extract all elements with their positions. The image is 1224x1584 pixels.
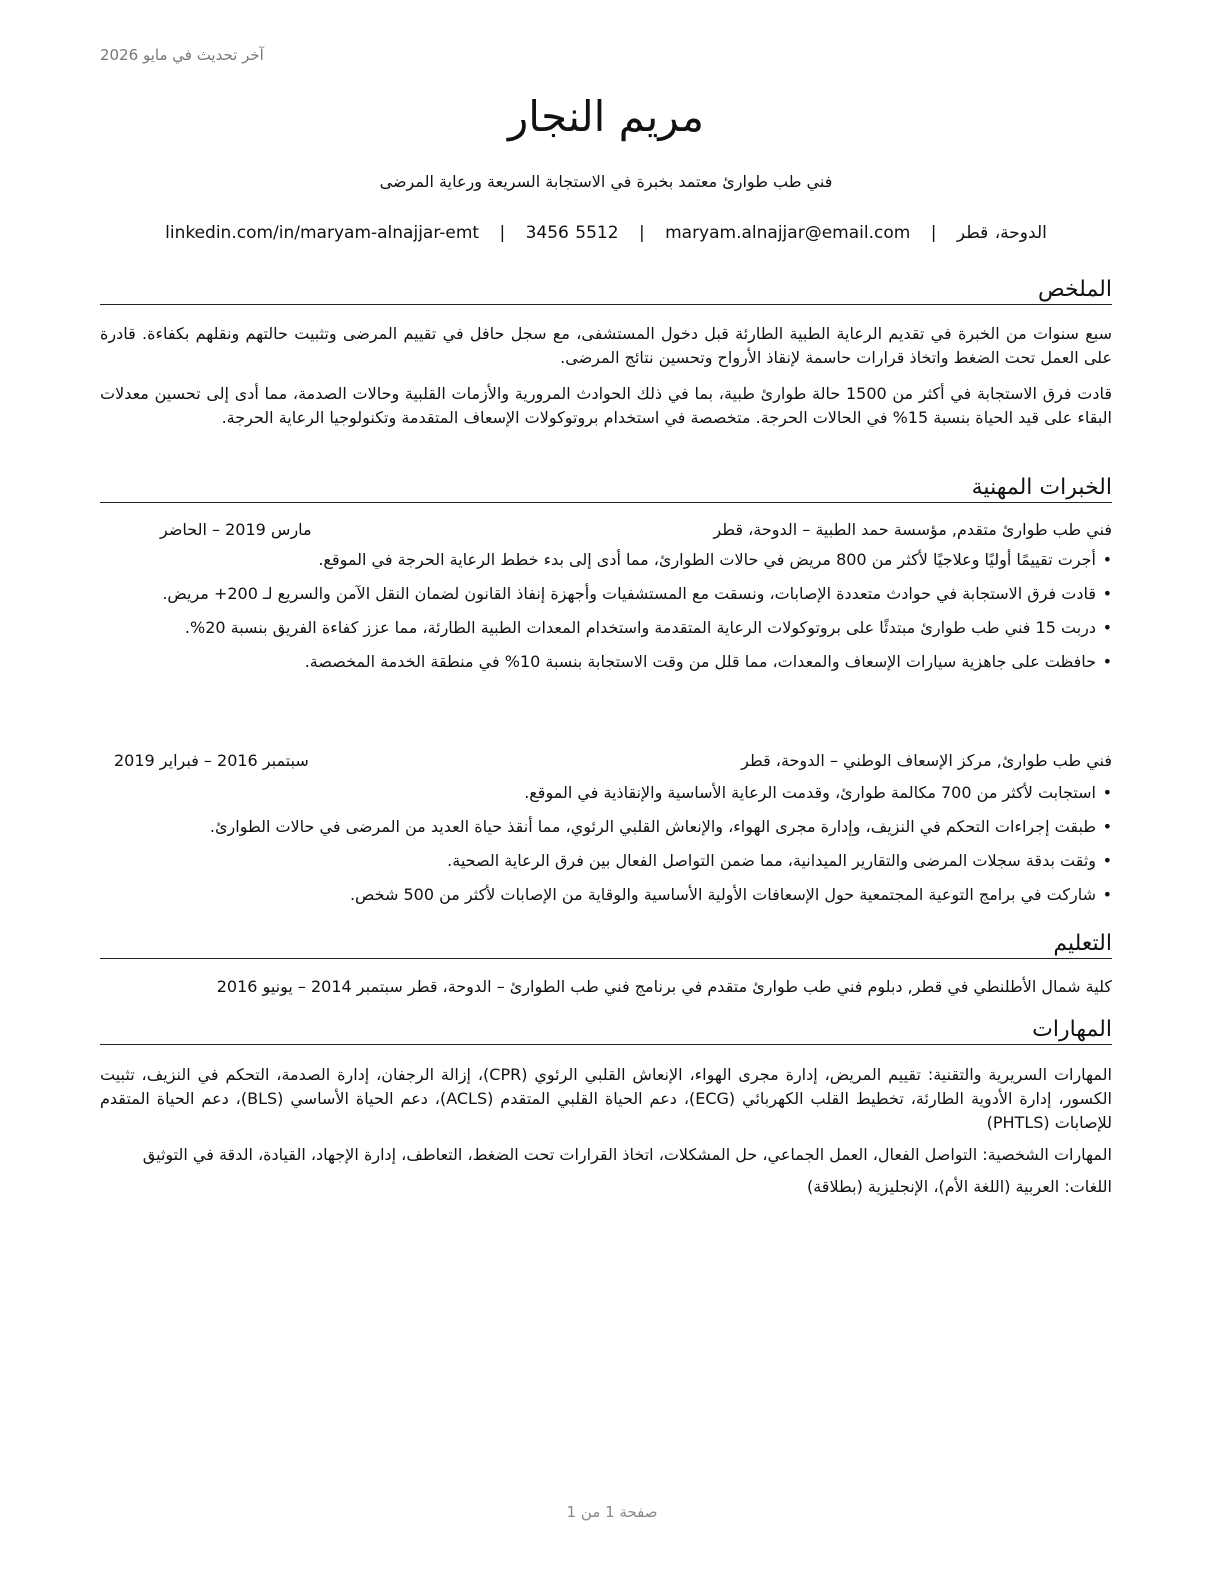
- skills-languages: اللغات: العربية (اللغة الأم)، الإنجليزية (بطلاقة): [806, 1177, 1112, 1196]
- skills-soft: المهارات الشخصية: التواصل الفعال، العمل الجماعي، حل المشكلات، اتخاذ القرارات تحت الضغط، التعاطف، إدارة الإجهاد، القيادة، الدقة في التوثيق: [142, 1145, 1112, 1164]
- section-title-education: التعليم: [100, 931, 1112, 959]
- job-dates: مارس 2019 – الحاضر: [160, 520, 312, 539]
- section-title-experience: الخبرات المهنية: [100, 475, 1112, 503]
- list-item: • قادت فرق الاستجابة في حوادث متعددة الإصابات، ونسقت مع المستشفيات وأجهزة إنفاذ القانون لضمان النقل الآمن والسريع لـ 200+ مريض.: [100, 582, 1112, 606]
- contact-linkedin[interactable]: linkedin.com/in/maryam-alnajjar-emt: [165, 223, 480, 243]
- job-bullets: [100, 548, 1112, 684]
- page-number: صفحة 1 من 1: [566, 1503, 658, 1521]
- section-title-summary: الملخص: [100, 277, 1112, 305]
- last-updated-note: آخر تحديث في مايو 2026: [100, 46, 264, 64]
- job-dates: سبتمبر 2016 – فبراير 2019: [114, 751, 309, 770]
- contact-phone[interactable]: 3456 5512: [525, 223, 619, 243]
- candidate-tagline: فني طب طوارئ معتمد بخبرة في الاستجابة السريعة ورعاية المرضى: [379, 172, 833, 191]
- list-item: • شاركت في برامج التوعية المجتمعية حول الإسعافات الأولية الأساسية والوقاية من الإصابات لأكثر من 500 شخص.: [100, 883, 1112, 907]
- contact-separator: |: [499, 223, 506, 243]
- job-header: [100, 751, 1112, 773]
- list-item: • طبقت إجراءات التحكم في النزيف، وإدارة مجرى الهواء، والإنعاش القلبي الرئوي، مما أنقذ حياة العديد من المرضى في حالات الطوارئ.: [100, 815, 1112, 839]
- list-item: • أجرت تقييمًا أوليًا وعلاجيًا لأكثر من 800 مريض في حالات الطوارئ، مما أدى إلى بدء خطط الرعاية الحرجة في الموقع.: [100, 548, 1112, 572]
- job-header: [100, 520, 1112, 542]
- education-entry: كلية شمال الأطلنطي في قطر, دبلوم فني طب طوارئ متقدم في برنامج فني طب الطوارئ – الدوحة، قطر سبتمبر 2014 – يونيو 2016: [216, 977, 1112, 996]
- contact-separator: |: [930, 223, 937, 243]
- job-bullets: [100, 781, 1112, 917]
- job-title: فني طب طوارئ, مركز الإسعاف الوطني – الدوحة، قطر: [741, 751, 1112, 770]
- job-title: فني طب طوارئ متقدم, مؤسسة حمد الطبية – الدوحة، قطر: [713, 520, 1112, 539]
- list-item: • استجابت لأكثر من 700 مكالمة طوارئ، وقدمت الرعاية الأساسية والإنقاذية في الموقع.: [100, 781, 1112, 805]
- candidate-name: مريم النجار: [508, 92, 704, 141]
- contact-email[interactable]: maryam.alnajjar@email.com: [665, 223, 911, 243]
- list-item: • دربت 15 فني طب طوارئ مبتدئًا على بروتوكولات الرعاية المتقدمة واستخدام المعدات الطبية الطارئة، مما عزز كفاءة الفريق بنسبة 20%.: [100, 616, 1112, 640]
- list-item: • حافظت على جاهزية سيارات الإسعاف والمعدات، مما قلل من وقت الاستجابة بنسبة 10% في منطقة الخدمة المخصصة.: [100, 650, 1112, 674]
- list-item: • وثقت بدقة سجلات المرضى والتقارير الميدانية، مما ضمن التواصل الفعال بين فرق الرعاية الصحية.: [100, 849, 1112, 873]
- contact-separator: |: [638, 223, 645, 243]
- contact-location: الدوحة، قطر: [956, 223, 1047, 243]
- resume-page: [100, 0, 1112, 1584]
- section-title-skills: المهارات: [100, 1017, 1112, 1045]
- skills-block: [100, 1063, 1112, 1207]
- summary-paragraph: سبع سنوات من الخبرة في تقديم الرعاية الطبية الطارئة قبل دخول المستشفى، مع سجل حافل في تقييم المرضى وتثبيت حالتهم ونقلهم بكفاءة. قادرة على العمل تحت الضغط واتخاذ قرارات حاسمة لإنقاذ الأرواح وتحسين نتائج المرضى.: [100, 324, 1112, 367]
- contact-line: [100, 223, 1112, 243]
- skills-clinical: المهارات السريرية والتقنية: تقييم المريض، إدارة مجرى الهواء، الإنعاش القلبي الرئوي (CPR)، إزالة الرجفان، إدارة الصدمة، التحكم في النزيف، تثبيت الكسور، إدارة الأدوية الطارئة، تخطيط القلب الكهربائي (ECG)، دعم الحياة القلبي المتقدم (ACLS)، دعم الحياة الأساسي (BLS)، دعم الحياة المتقدم للإصابات (PHTLS): [100, 1065, 1113, 1132]
- summary-paragraph: قادت فرق الاستجابة في أكثر من 1500 حالة طوارئ طبية، بما في ذلك الحوادث المرورية والأزمات القلبية وحالات الصدمة، مما أدى إلى تحسين معدلات البقاء على قيد الحياة بنسبة 15% في الحالات الحرجة. متخصصة في استخدام بروتوكولات الإسعاف المتقدمة وتكنولوجيا الرعاية الحرجة.: [100, 384, 1112, 427]
